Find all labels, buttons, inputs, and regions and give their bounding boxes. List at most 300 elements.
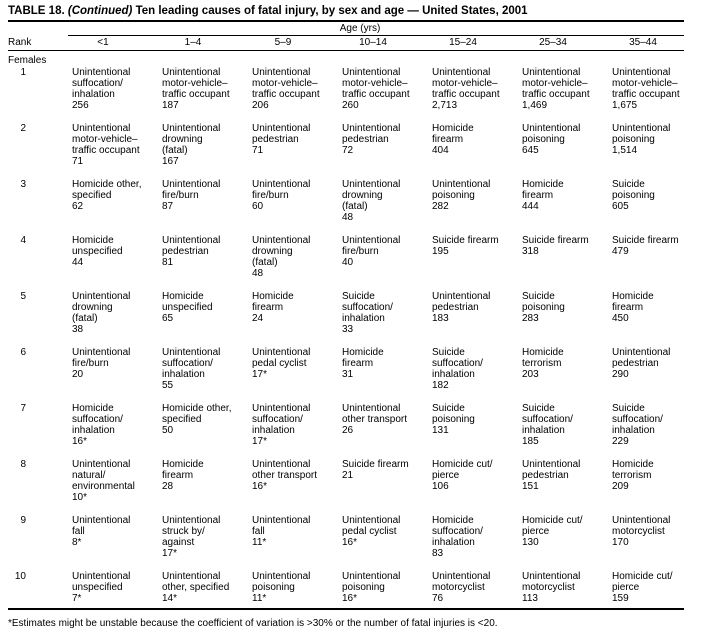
- cell-text: Suicide: [522, 291, 555, 302]
- table-cell: [522, 515, 583, 548]
- header-rule: [8, 50, 684, 51]
- cell-text: motor-vehicle–: [252, 78, 318, 89]
- table-cell: [162, 347, 220, 391]
- table-cell: [72, 291, 130, 335]
- cell-text: pedestrian: [342, 134, 389, 145]
- cell-text: terrorism: [522, 358, 562, 369]
- rank-number: 7: [20, 403, 26, 414]
- cell-text: specified: [162, 414, 202, 425]
- cell-count: 8*: [72, 537, 82, 548]
- cell-text: Homicide other,: [72, 179, 142, 190]
- cell-text: Unintentional: [72, 571, 131, 582]
- cell-text: Unintentional: [342, 403, 401, 414]
- cell-text: other transport: [342, 414, 408, 425]
- cell-text: against: [162, 537, 195, 548]
- cell-text: Unintentional: [342, 179, 401, 190]
- cell-text: Unintentional: [612, 515, 671, 526]
- cell-count: 11*: [252, 537, 267, 548]
- table-cell: [342, 515, 400, 548]
- rank-number: 6: [20, 347, 26, 358]
- section-label-females: Females: [8, 55, 47, 66]
- table-cell: [342, 123, 400, 156]
- cell-text: traffic occupant: [522, 89, 590, 100]
- cell-text: motor-vehicle–: [72, 134, 138, 145]
- cell-text: unspecified: [72, 246, 123, 257]
- cell-count: 159: [612, 593, 629, 604]
- table-cell: [72, 515, 130, 548]
- table-cell: [72, 235, 123, 268]
- cell-text: Unintentional: [162, 347, 221, 358]
- cell-text: pedestrian: [162, 246, 209, 257]
- cell-text: fall: [72, 526, 85, 537]
- table-cell: [612, 179, 655, 212]
- table-cell: [252, 235, 310, 279]
- cell-text: Unintentional: [432, 67, 491, 78]
- table-cell: [522, 67, 590, 111]
- cell-text: traffic occupant: [342, 89, 410, 100]
- table-cell: [522, 235, 589, 257]
- cell-text: Homicide: [612, 459, 654, 470]
- cell-text: Homicide: [162, 459, 204, 470]
- cell-text: unspecified: [72, 582, 123, 593]
- cell-count: 16*: [342, 537, 358, 548]
- cell-text: motor-vehicle–: [522, 78, 588, 89]
- table-cell: [162, 515, 220, 559]
- table-cell: [162, 235, 220, 268]
- cell-count: 187: [162, 100, 179, 111]
- table-cell: [522, 291, 565, 324]
- table-cell: [432, 291, 490, 324]
- column-header: 1–4: [184, 37, 202, 48]
- cell-text: Unintentional: [252, 67, 311, 78]
- cell-count: 87: [162, 201, 174, 212]
- cell-text: inhalation: [432, 369, 475, 380]
- cell-text: motorcyclist: [522, 582, 575, 593]
- cell-count: 229: [612, 436, 629, 447]
- cell-text: traffic occupant: [72, 145, 140, 156]
- cell-text: (fatal): [72, 313, 98, 324]
- cell-text: inhalation: [252, 425, 295, 436]
- cell-text: pedestrian: [612, 358, 659, 369]
- title-continued: (Continued): [67, 5, 133, 17]
- cell-text: Suicide: [522, 403, 555, 414]
- table-cell: [72, 67, 130, 111]
- table-cell: [72, 123, 140, 167]
- table-cell: [162, 123, 220, 167]
- cell-text: Homicide cut/: [612, 571, 673, 582]
- table-cell: [522, 459, 580, 492]
- table-cell: [162, 67, 230, 111]
- cell-text: Suicide firearm: [522, 235, 589, 246]
- cell-count: 62: [72, 201, 84, 212]
- cell-text: (fatal): [342, 201, 368, 212]
- table-cell: [432, 67, 500, 111]
- table-cell: [342, 347, 384, 380]
- cell-text: Unintentional: [432, 571, 491, 582]
- cell-text: Unintentional: [162, 67, 221, 78]
- cell-count: 81: [162, 257, 174, 268]
- column-header: 15–24: [449, 37, 477, 48]
- cell-text: inhalation: [72, 425, 115, 436]
- cell-text: drowning: [342, 190, 383, 201]
- cell-count: 16*: [252, 481, 268, 492]
- cell-text: Unintentional: [252, 571, 311, 582]
- cell-text: Unintentional: [522, 459, 581, 470]
- cell-text: Homicide: [162, 291, 204, 302]
- cell-text: environmental: [72, 481, 135, 492]
- cell-count: 450: [612, 313, 629, 324]
- cell-text: Unintentional: [252, 179, 311, 190]
- cell-text: (fatal): [252, 257, 278, 268]
- cell-text: fall: [252, 526, 265, 537]
- table-cell: [252, 123, 310, 156]
- table-cell: [432, 179, 490, 212]
- cell-text: poisoning: [342, 582, 385, 593]
- title-text: Ten leading causes of fatal injury, by sex and age — United States, 2001: [132, 5, 528, 17]
- table-cell: [72, 347, 130, 380]
- cell-text: poisoning: [612, 190, 655, 201]
- cell-text: pedal cyclist: [252, 358, 307, 369]
- cell-count: 167: [162, 156, 179, 167]
- table-cell: [252, 459, 317, 492]
- cell-text: suffocation/: [252, 414, 303, 425]
- cell-text: Unintentional: [252, 235, 311, 246]
- cell-text: suffocation/: [432, 526, 483, 537]
- table-cell: [72, 403, 123, 447]
- cell-text: pierce: [522, 526, 550, 537]
- cell-text: traffic occupant: [162, 89, 230, 100]
- cell-text: Suicide firearm: [612, 235, 679, 246]
- cell-text: suffocation/: [72, 78, 123, 89]
- cell-count: 16*: [72, 436, 88, 447]
- rank-number: 3: [20, 179, 26, 190]
- cell-count: 14*: [162, 593, 178, 604]
- title-prefix: TABLE 18.: [8, 5, 68, 17]
- table-cell: [432, 347, 483, 391]
- cell-count: 44: [72, 257, 84, 268]
- table-cell: [522, 123, 580, 156]
- table-cell: [432, 235, 499, 257]
- cell-text: inhalation: [432, 537, 475, 548]
- cell-count: 28: [162, 481, 174, 492]
- cell-text: Unintentional: [612, 123, 671, 134]
- top-rule: [8, 20, 684, 22]
- cell-text: motor-vehicle–: [162, 78, 228, 89]
- cell-count: 24: [252, 313, 264, 324]
- cell-count: 2,713: [432, 100, 458, 111]
- table-cell: [252, 291, 294, 324]
- cell-text: fire/burn: [252, 190, 289, 201]
- cell-text: motorcyclist: [612, 526, 665, 537]
- cell-text: Unintentional: [342, 67, 401, 78]
- table-cell: [162, 571, 229, 604]
- cell-count: 17*: [252, 436, 268, 447]
- table-cell: [252, 347, 310, 380]
- cell-text: Unintentional: [162, 123, 221, 134]
- table-cell: [342, 571, 400, 604]
- cell-text: Unintentional: [72, 347, 131, 358]
- cell-text: Unintentional: [432, 291, 491, 302]
- cell-text: Homicide: [72, 403, 114, 414]
- cell-text: Unintentional: [162, 235, 221, 246]
- rank-number: 4: [20, 235, 26, 246]
- cell-text: specified: [72, 190, 112, 201]
- cell-text: Homicide: [252, 291, 294, 302]
- cell-text: inhalation: [522, 425, 565, 436]
- table-cell: [612, 67, 680, 111]
- cell-text: pedestrian: [522, 470, 569, 481]
- cell-text: motor-vehicle–: [342, 78, 408, 89]
- cell-text: (fatal): [162, 145, 188, 156]
- cell-count: 65: [162, 313, 174, 324]
- cell-text: motorcyclist: [432, 582, 485, 593]
- rank-number: 1: [20, 67, 26, 78]
- cell-text: Unintentional: [72, 123, 131, 134]
- cell-count: 106: [432, 481, 449, 492]
- rank-number: 9: [20, 515, 26, 526]
- cell-text: motor-vehicle–: [612, 78, 678, 89]
- cell-text: other transport: [252, 470, 318, 481]
- cell-text: Unintentional: [72, 67, 131, 78]
- cell-text: firearm: [612, 302, 644, 313]
- cell-text: suffocation/: [342, 302, 393, 313]
- cell-text: Homicide cut/: [522, 515, 583, 526]
- cell-text: Homicide: [432, 123, 474, 134]
- table-cell: [252, 179, 310, 212]
- rank-number: 2: [20, 123, 26, 134]
- cell-count: 404: [432, 145, 449, 156]
- cell-text: Unintentional: [612, 67, 671, 78]
- cell-text: Unintentional: [162, 179, 221, 190]
- table-cell: [612, 347, 670, 380]
- cell-count: 83: [432, 548, 444, 559]
- table-cell: [342, 291, 393, 335]
- cell-text: Unintentional: [252, 515, 311, 526]
- table-cell: [162, 459, 204, 492]
- cell-text: Unintentional: [162, 515, 221, 526]
- bottom-rule: [8, 608, 684, 610]
- cell-count: 20: [72, 369, 84, 380]
- cell-count: 60: [252, 201, 264, 212]
- table-cell: [612, 515, 670, 548]
- cell-count: 479: [612, 246, 629, 257]
- cell-text: traffic occupant: [252, 89, 320, 100]
- cell-text: fire/burn: [342, 246, 379, 257]
- cell-text: traffic occupant: [432, 89, 500, 100]
- cell-text: Unintentional: [522, 67, 581, 78]
- column-header: <1: [97, 37, 109, 48]
- cell-count: 290: [612, 369, 629, 380]
- table-cell: [252, 515, 310, 548]
- cell-count: 209: [612, 481, 629, 492]
- cell-count: 71: [72, 156, 84, 167]
- cell-count: 1,675: [612, 100, 638, 111]
- cell-text: terrorism: [612, 470, 652, 481]
- cell-text: Unintentional: [252, 123, 311, 134]
- cell-text: firearm: [432, 134, 464, 145]
- table-cell: [432, 403, 475, 436]
- column-header: 5–9: [274, 37, 292, 48]
- table-cell: [252, 67, 320, 111]
- cell-text: inhalation: [162, 369, 205, 380]
- table-cell: [612, 403, 663, 447]
- cell-count: 282: [432, 201, 449, 212]
- cell-count: 183: [432, 313, 449, 324]
- cell-text: poisoning: [522, 302, 565, 313]
- cell-count: 31: [342, 369, 354, 380]
- cell-count: 256: [72, 100, 89, 111]
- cell-text: Unintentional: [342, 515, 401, 526]
- cell-text: pedestrian: [432, 302, 479, 313]
- cell-text: drowning: [72, 302, 113, 313]
- cell-count: 11*: [252, 593, 267, 604]
- age-group-label: Age (yrs): [339, 23, 381, 34]
- cell-count: 76: [432, 593, 444, 604]
- cell-text: Homicide cut/: [432, 459, 493, 470]
- cell-text: poisoning: [432, 414, 475, 425]
- cell-text: Unintentional: [342, 123, 401, 134]
- cell-text: Unintentional: [432, 179, 491, 190]
- cell-text: Suicide: [342, 291, 375, 302]
- cell-count: 605: [612, 201, 629, 212]
- cell-text: motor-vehicle–: [432, 78, 498, 89]
- table-cell: [342, 235, 400, 268]
- cell-text: firearm: [342, 358, 374, 369]
- cell-text: Suicide firearm: [342, 459, 409, 470]
- table-cell: [612, 235, 679, 257]
- table-cell: [612, 459, 654, 492]
- cell-text: other, specified: [162, 582, 230, 593]
- cell-count: 195: [432, 246, 449, 257]
- cell-text: inhalation: [612, 425, 655, 436]
- cell-text: suffocation/: [612, 414, 663, 425]
- rank-header: Rank: [8, 37, 32, 48]
- cell-count: 131: [432, 425, 449, 436]
- table-cell: [432, 571, 490, 604]
- cell-count: 17*: [252, 369, 268, 380]
- cell-text: pierce: [432, 470, 460, 481]
- table-cell: [72, 459, 135, 503]
- cell-count: 203: [522, 369, 539, 380]
- cell-text: poisoning: [612, 134, 655, 145]
- table-title: [8, 5, 528, 17]
- cell-text: Unintentional: [612, 347, 671, 358]
- cell-count: 318: [522, 246, 539, 257]
- cell-text: fire/burn: [162, 190, 199, 201]
- table-cell: [432, 459, 493, 492]
- cell-text: Unintentional: [252, 459, 311, 470]
- cell-count: 55: [162, 380, 174, 391]
- cell-text: struck by/: [162, 526, 205, 537]
- cell-count: 21: [342, 470, 354, 481]
- cell-text: Unintentional: [72, 459, 131, 470]
- table-cell: [252, 571, 310, 604]
- rank-number: 10: [14, 571, 26, 582]
- cell-text: Unintentional: [252, 403, 311, 414]
- cell-count: 645: [522, 145, 539, 156]
- cell-text: Homicide: [522, 179, 564, 190]
- cell-text: pedal cyclist: [342, 526, 397, 537]
- footnote: *Estimates might be unstable because the coefficient of variation is >30% or the number of fatal injuries is <20.: [8, 618, 498, 629]
- cell-text: poisoning: [522, 134, 565, 145]
- rank-number: 8: [20, 459, 26, 470]
- table-cell: [72, 179, 141, 212]
- cell-count: 444: [522, 201, 539, 212]
- cell-count: 10*: [72, 492, 88, 503]
- cell-text: Homicide: [432, 515, 474, 526]
- cell-text: suffocation/: [522, 414, 573, 425]
- cell-text: Unintentional: [522, 571, 581, 582]
- cell-text: fire/burn: [72, 358, 109, 369]
- rank-number: 5: [20, 291, 26, 302]
- cell-count: 151: [522, 481, 539, 492]
- cell-count: 1,469: [522, 100, 548, 111]
- cell-text: traffic occupant: [612, 89, 680, 100]
- cell-text: firearm: [522, 190, 554, 201]
- cell-count: 38: [72, 324, 84, 335]
- table-cell: [522, 403, 573, 447]
- cell-text: Unintentional: [72, 291, 131, 302]
- cell-text: drowning: [252, 246, 293, 257]
- cell-text: Suicide: [612, 179, 645, 190]
- table-cell: [522, 347, 564, 380]
- cell-text: Homicide: [72, 235, 114, 246]
- cell-count: 16*: [342, 593, 358, 604]
- cell-count: 170: [612, 537, 629, 548]
- cell-text: firearm: [162, 470, 194, 481]
- cell-text: suffocation/: [432, 358, 483, 369]
- cell-text: Unintentional: [252, 347, 311, 358]
- cell-count: 17*: [162, 548, 178, 559]
- cell-text: firearm: [252, 302, 284, 313]
- cell-count: 71: [252, 145, 264, 156]
- cell-count: 48: [342, 212, 354, 223]
- cell-text: Suicide: [612, 403, 645, 414]
- cell-text: Unintentional: [342, 235, 401, 246]
- cell-text: inhalation: [72, 89, 115, 100]
- cell-count: 48: [252, 268, 264, 279]
- cell-count: 206: [252, 100, 269, 111]
- cell-text: Homicide: [612, 291, 654, 302]
- table-cell: [342, 403, 407, 436]
- table-cell: [162, 403, 231, 436]
- cell-text: pierce: [612, 582, 640, 593]
- cell-text: Unintentional: [72, 515, 131, 526]
- table-cell: [612, 291, 654, 324]
- cell-text: Homicide: [522, 347, 564, 358]
- cell-count: 130: [522, 537, 539, 548]
- cell-text: Unintentional: [342, 571, 401, 582]
- table-cell: [252, 403, 310, 447]
- age-group-rule: [68, 35, 684, 36]
- table-cell: [612, 571, 673, 604]
- cell-count: 182: [432, 380, 449, 391]
- column-header: 10–14: [359, 37, 387, 48]
- cell-count: 260: [342, 100, 359, 111]
- cell-count: 113: [522, 593, 538, 604]
- table-cell: [432, 515, 483, 559]
- cell-count: 50: [162, 425, 174, 436]
- cell-text: natural/: [72, 470, 106, 481]
- cell-count: 1,514: [612, 145, 638, 156]
- table-cell: [162, 179, 220, 212]
- table-cell: [72, 571, 130, 604]
- cell-count: 26: [342, 425, 354, 436]
- cell-count: 7*: [72, 593, 82, 604]
- cell-count: 185: [522, 436, 539, 447]
- column-header: 25–34: [539, 37, 567, 48]
- table-cell: [342, 67, 410, 111]
